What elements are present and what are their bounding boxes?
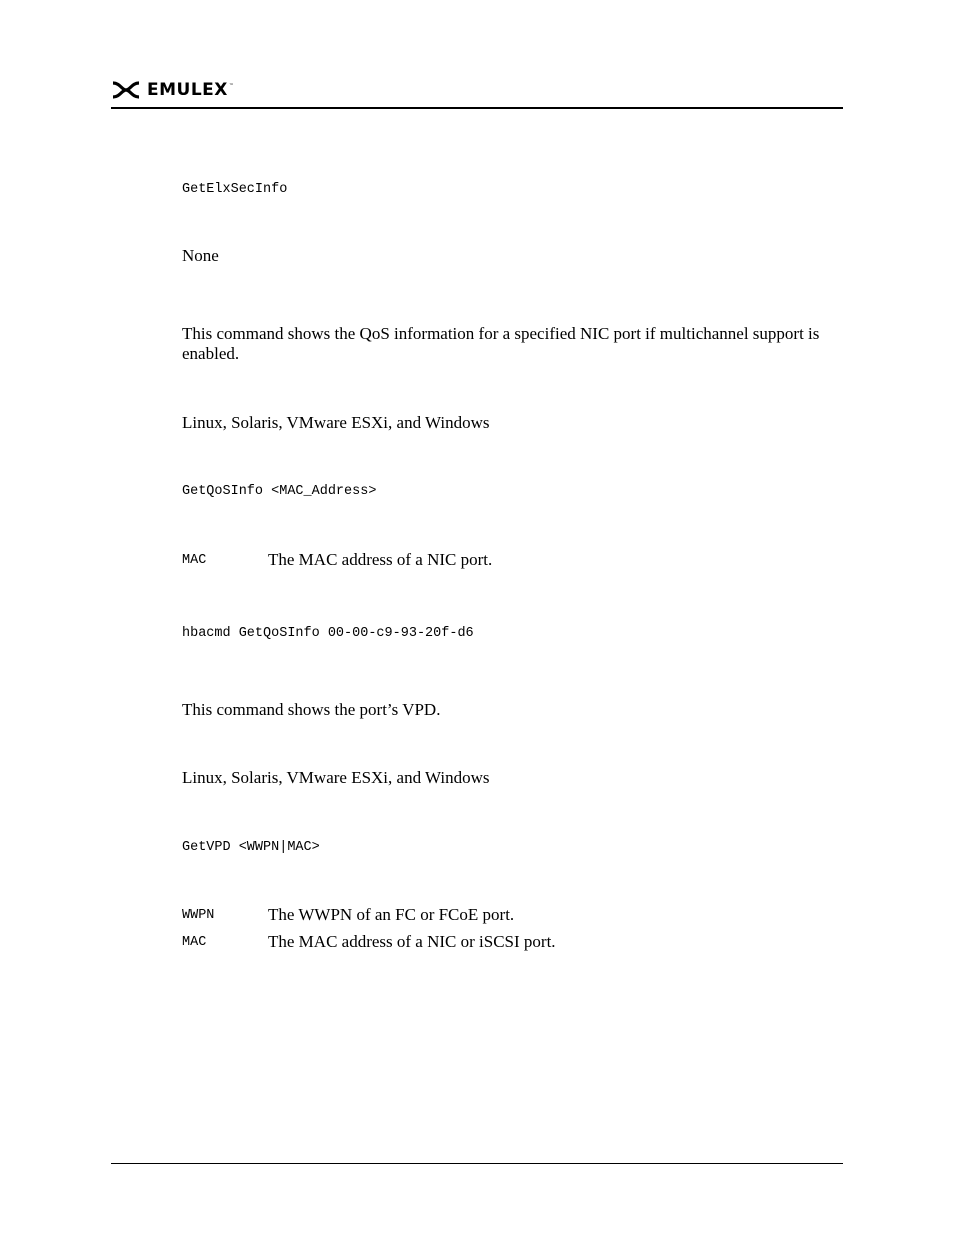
footer-rule: [111, 1163, 843, 1164]
getvpd-supported-by: Linux, Solaris, VMware ESXi, and Windows: [182, 768, 490, 787]
emulex-logo-icon: [111, 80, 141, 100]
getvpd-param-name-mac: MAC: [182, 935, 207, 950]
getelxsecinfo-example: GetElxSecInfo: [182, 182, 288, 197]
getqosinfo-param-name: MAC: [182, 553, 207, 568]
logo-trademark: ™: [228, 83, 234, 89]
header-logo: [111, 80, 234, 100]
getqosinfo-example: hbacmd GetQoSInfo 00-00-c9-93-20f-d6: [182, 626, 474, 641]
getvpd-description: This command shows the port’s VPD.: [182, 700, 441, 719]
getelxsecinfo-parameters: None: [182, 246, 219, 265]
getqosinfo-param-desc: The MAC address of a NIC port.: [268, 550, 493, 569]
getvpd-param-desc-wwpn: The WWPN of an FC or FCoE port.: [268, 905, 515, 924]
getvpd-param-name-wwpn: WWPN: [182, 908, 215, 923]
getqosinfo-description: This command shows the QoS information for a specified NIC port if multichannel support is enabled.: [182, 324, 820, 363]
getvpd-param-desc-mac: The MAC address of a NIC or iSCSI port.: [268, 932, 556, 951]
getqosinfo-supported-by: Linux, Solaris, VMware ESXi, and Windows: [182, 413, 490, 432]
getqosinfo-syntax: GetQoSInfo <MAC_Address>: [182, 484, 377, 499]
logo-wordmark: EMULEX: [147, 80, 228, 100]
header-rule: [111, 107, 843, 109]
getvpd-syntax: GetVPD <WWPN|MAC>: [182, 840, 320, 855]
